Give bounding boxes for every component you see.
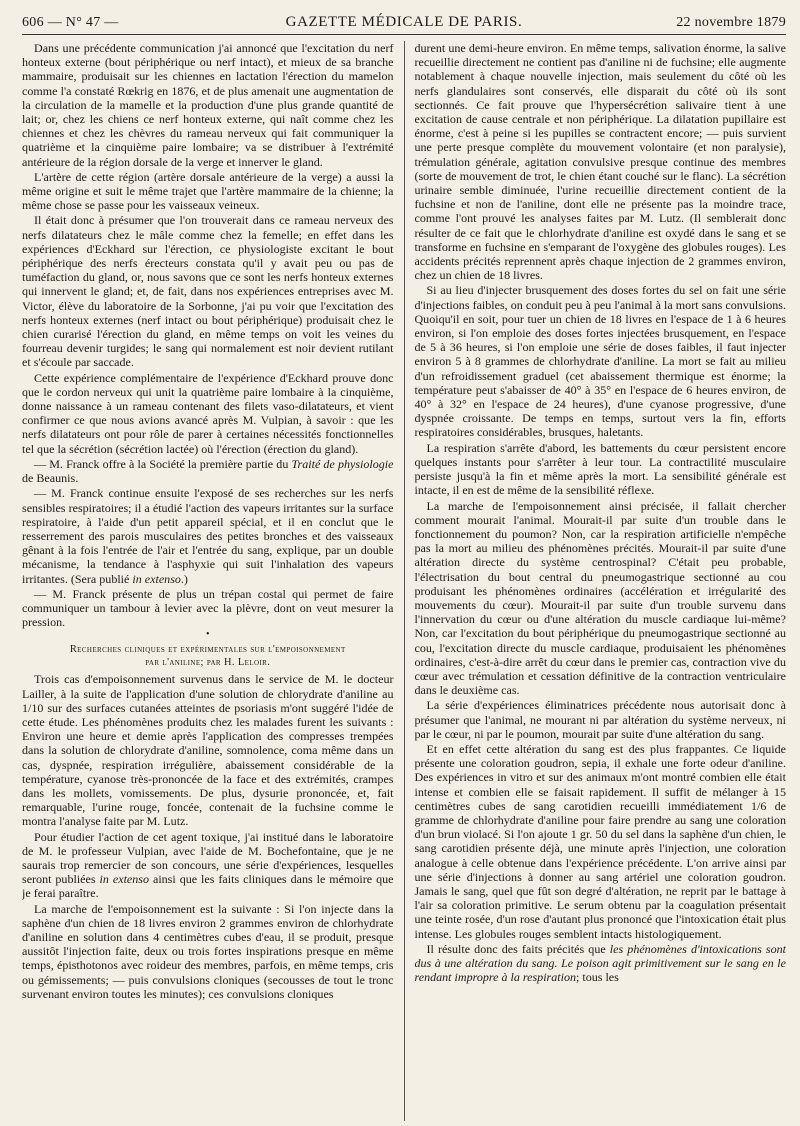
text-run: ainsi que les faits cliniques dans le mémoire que je ferai paraître.: [22, 872, 394, 901]
left-column: [22, 41, 394, 1121]
paragraph: La marche de l'empoisonnement est la suivante : Si l'on injecte dans la saphène d'un chien de 18 livres environ 2 grammes environ de chlorhydrate d'aniline en solution dans 4 centimètres cubes d'eau, il se produit, presque aussitôt l'injection faite, deux ou trois fortes inspirations presque en même temps, épisthotonos avec roideur des membres, parfois, en même temps, cris ou gémissements; — puis convulsions cloniques (secousses de tout le tronc survenant environ toutes les minutes); ces convulsions cloniques: [22, 901, 394, 1001]
italic-run: les phénomènes d'intoxications sont dus à une altération du sang. Le poison agit primitivement sur le sang en le rendant impropre à la respiration: [414, 941, 786, 985]
paragraph: Il était donc à présumer que l'on trouverait dans ce rameau nerveux des nerfs dilatateurs chez le mâle comme chez la femelle; en effet dans les expériences d'Eckhard sur l'érection, ce physiologiste excitant le bout périphérique des nerfs érecteurs constata qu'il y avait peu ou pas de tuméfaction du gland, or, nous savons que ce sont les nerfs honteux externes qui innervent le gland; et, de fait, dans nos expériences entreprises avec M. Victor, élève du laboratoire de la Sorbonne, j'ai pu voir que l'excitation des nerfs honteux externes (nerf intact ou bout périphérique) produisait chez le chien curarisé l'érection du gland, en même temps on voit les veines du fourreau devenir turgides; le sang qui normalement est noir devient rutilant et s'écoule par saccade.: [22, 213, 394, 370]
section-title: [22, 643, 394, 669]
text-run: ; tous les: [576, 970, 619, 985]
right-column: [414, 41, 786, 1121]
paragraph: [414, 942, 786, 985]
text-run: de Beaunis.: [22, 471, 79, 486]
columns: [22, 41, 786, 1121]
italic-run: in extenso: [132, 571, 181, 586]
section-title-line: par l'aniline; par H. Leloir.: [145, 657, 271, 669]
paragraph: Et en effet cette altération du sang est des plus frappantes. Ce liquide présente une coloration goudron, sepia, il exhale une forte odeur d'aniline. Des expériences in vitro et sur des animaux m'ont montré combien elle était intense et combien elle se faisait rapidement. Il suffit de mélanger à 15 centimètres cubes de sang carotidien recueilli immédiatement 1/6 de gramme de chlorhydrate d'aniline pour faire prendre au sang une coloration d'un brun violacé. Si l'on ajoute 1 gr. 50 du sel dans la saphène d'un chien, le sang carotidien présente déjà, une minute après l'injection, une coloration analogue à celle obtenue dans l'expérience précédente. L'on arrive ainsi par une série d'injections à donner au sang artériel une coloration goudron. Jamais le sang, quel que fût son degré d'altération, ne reprit par le battage à l'air sa coloration primitive. Le serum obtenu par la coagulation présentait une teinte rosée, d'un rose d'autant plus prononcé que l'intoxication était plus intense. Les globules rouges semblent intacts histologiquement.: [414, 741, 786, 941]
paragraph: Si au lieu d'injecter brusquement des doses fortes du sel on fait une série d'injections faibles, on conduit peu à peu l'animal à la mort sans convulsions. Quoiqu'il en soit, pour tuer un chien de 18 livres en l'espace de 1 à 6 heures environ, si l'on emploie des doses fortes injectées brusquement, en l'espace de 5 à 36 heures, si l'on emploie une série de doses faibles, il faut injecter environ 5 à 8 grammes de chlorhydrate d'aniline. La mort se fait au milieu d'un refroidissement graduel (cet abaissement thermique est énorme; la température peut s'abaisser de 40° à 35° en l'espace de 6 heures environ, de 40° à 32° en l'espace de 24 heures), d'une cyanose progressive, d'une dyspnée croissante. De temps en temps, surtout vers la fin, efforts respiratoires considérables, brusques, haletants.: [414, 283, 786, 440]
paragraph: Trois cas d'empoisonnement survenus dans le service de M. le docteur Lailler, à la suite de l'application d'une solution de chlorydrate d'aniline au 1/10 sur des surfaces cutanées atteintes de psoriasis m'ont suggéré l'idée de cette étude. Les phénomènes produits chez les malades furent les suivants : Environ une heure et demie après l'application des compresses trempées dans la solution de chlorydrate d'aniline, somnolence, coma même dans un cas, dyspnée, respiration irrégulière, abaissement considérable de la température, cyanose très-prononcée de la face et des extrémités, crampes dans les mollets, vomissements. De plus, dysurie prononcée, et, fait remarquable, l'urine rouge, foncée, contenait de la fuchsine comme le montra l'analyse faite par M. Lutz.: [22, 672, 394, 829]
text-run: — M. Franck continue ensuite l'exposé de ses recherches sur les nerfs sensibles respiratoires; il a étudié l'action des vapeurs irritantes sur la surface respiratoire, à l'aide d'un petit appareil spécial, et il en conclut que le resserrement des parois musculaires des petites bronches et des vaisseaux gênant à la fois l'entrée de l'air et l'entrée du sang, explique, par un double mécanisme, la tendance à l'asphyxie qui suit l'inhalation des vapeurs irritantes. (Sera publié: [22, 486, 394, 586]
paragraph: Cette expérience complémentaire de l'expérience d'Eckhard prouve donc que le cordon nerveux qui unit la quatrième paire lombaire à la cinquième, donne naissance à un rameau contenant des filets vaso-dilatateurs, et vient confirmer ce que nous avions avancé après M. Vulpian, à savoir : que les nerfs dilatateurs ont pour rôle de parer à certaines nécessités fonctionnelles tel que la sécrétion (sécrétion lactée) où l'érection (érection du gland).: [22, 370, 394, 456]
text-run: — M. Franck offre à la Société la première partie du: [34, 456, 292, 471]
paragraph: La respiration s'arrête d'abord, les battements du cœur persistent encore quelques instants pour s'arrêter à leur tour. La contractilité musculaire persiste jusqu'à la fin et même après la mort. La sensibilité générale est intacte, il en est de même de la sensibilité réflexe.: [414, 440, 786, 498]
section-title-line: Recherches cliniques et expérimentales sur l'empoisonnement: [69, 644, 346, 656]
paragraph: Dans une précédente communication j'ai annoncé que l'excitation du nerf honteux externe (bout périphérique ou nerf intact), et mieux de sa branche mammaire, produisait sur les chiennes en lactation l'érection du mamelon comme l'a constaté Rœkrig en 1876, et de plus amenait une augmentation de la circulation de la mamelle et la production d'une plus grande quantité de lait; or, chez les chiens ce nerf honteux externe, qui naît comme chez les chiennes et chez les chèvres du rameau nerveux qui fait communiquer la quatrième et la cinquième paire lombaire; va se distribuer à l'extrémité antérieure de la région dorsale de la verge et innerver le gland.: [22, 41, 394, 169]
paragraph: [22, 457, 394, 485]
text-run: .): [180, 571, 188, 586]
page-number: 606 — N° 47 —: [22, 15, 119, 30]
column-divider: [404, 41, 405, 1121]
paragraph: [22, 830, 394, 901]
text-run: Il résulte donc des faits précités que: [426, 941, 610, 956]
italic-run: in extenso: [99, 872, 149, 887]
paragraph: L'artère de cette région (artère dorsale antérieure de la verge) a aussi la même origine et suit le même trajet que l'artère mammaire de la chienne; la même chose se passe pour les vaisseaux veineux.: [22, 169, 394, 213]
text-run: Pour étudier l'action de cet agent toxique, j'ai institué dans le laboratoire de M. le professeur Vulpian, avec l'aide de M. Bochefontaine, que je ne saurais trop remercier de son concours, une série d'expériences, lesquelles seront publiées: [22, 829, 394, 887]
issue-date: 22 novembre 1879: [676, 15, 786, 30]
separator-dot: •: [205, 629, 210, 641]
italic-run: Traité de physiologie: [291, 456, 394, 471]
paragraph: La marche de l'empoisonnement ainsi précisée, il fallait chercher comment mourait l'animal. Mourait-il par suite d'un trouble dans le fonctionnement du poumon? Non, car la respiration artificielle n'empêche pas la mort au milieu des phénomènes précités. Mourait-il par suite d'une altération directe du système centrospinal? C'était peu probable, l'électrisation du bout central du pneumogastrique sectionné au cou produisant les phénomènes ordinaires (accélération et irrégularité des mouvements du cœur). Mourait-il par suite d'un trouble survenu dans l'innervation du cœur ou d'une altération du muscle cardiaque lui-même? Non, car l'excitation du bout périphérique du pneumogastrique sectionné au cou, l'excitation directe du muscle cardiaque, produisaient les phénomènes ordinaires, c'est-à-dire arrêt du cœur dans le premier cas, contraction vive du cœur avec trémulation et cessation définitive de la contraction ventriculaire dans le deuxième cas.: [414, 498, 786, 698]
paragraph: durent une demi-heure environ. En même temps, salivation énorme, la salive recueillie directement ne contient pas d'aniline ni de fuchsine; elle augmente notablement à chaque nouvelle injection, mais seulement du côté où les nerfs glandulaires sont conservés, elle disparait du côté où ils sont sectionnés. Ce fait prouve que l'hypersécrétion salivaire tient à une excitation de cause centrale et non périphérique. La dilatation pupillaire est énorme, c'est à peine si les pupilles se contractent encore; — puis survient une perte presque complète du mouvement volontaire (et non paralysie), trémulation générale, agitation convulsive presque continue des membres (sorte de mouvement de trot, le chien étant couché sur le flanc). La sécrétion urinaire semble diminuée, l'urine recueillie directement contient de la fuchsine et non de l'aniline, dont elle ne présente pas la moindre trace, comme l'ont prouvé les analyses faites par M. Lutz. (Il semblerait donc résulter de ce fait que le chlorhydrate d'aniline est oxydé dans le sang et se transforme en fuchsine en s'emparant de l'oxygène des globules rouges). Les accidents précités reprennent après chaque injection de 2 grammes environ, chez un chien de 18 livres.: [414, 41, 786, 283]
journal-title: GAZETTE MÉDICALE DE PARIS.: [285, 14, 523, 30]
paragraph: La série d'expériences éliminatrices précédente nous autorisait donc à présumer que l'animal, ne mourant ni par altération du système nerveux, ni par le cœur, ni par le poumon, mourait par suite d'une altération du sang.: [414, 698, 786, 741]
paragraph: — M. Franck présente de plus un trépan costal qui permet de faire communiquer un tambour à levier avec la plèvre, dont on veut mesurer la pression.: [22, 586, 394, 630]
paragraph: [22, 486, 394, 585]
page-header: [22, 14, 786, 35]
